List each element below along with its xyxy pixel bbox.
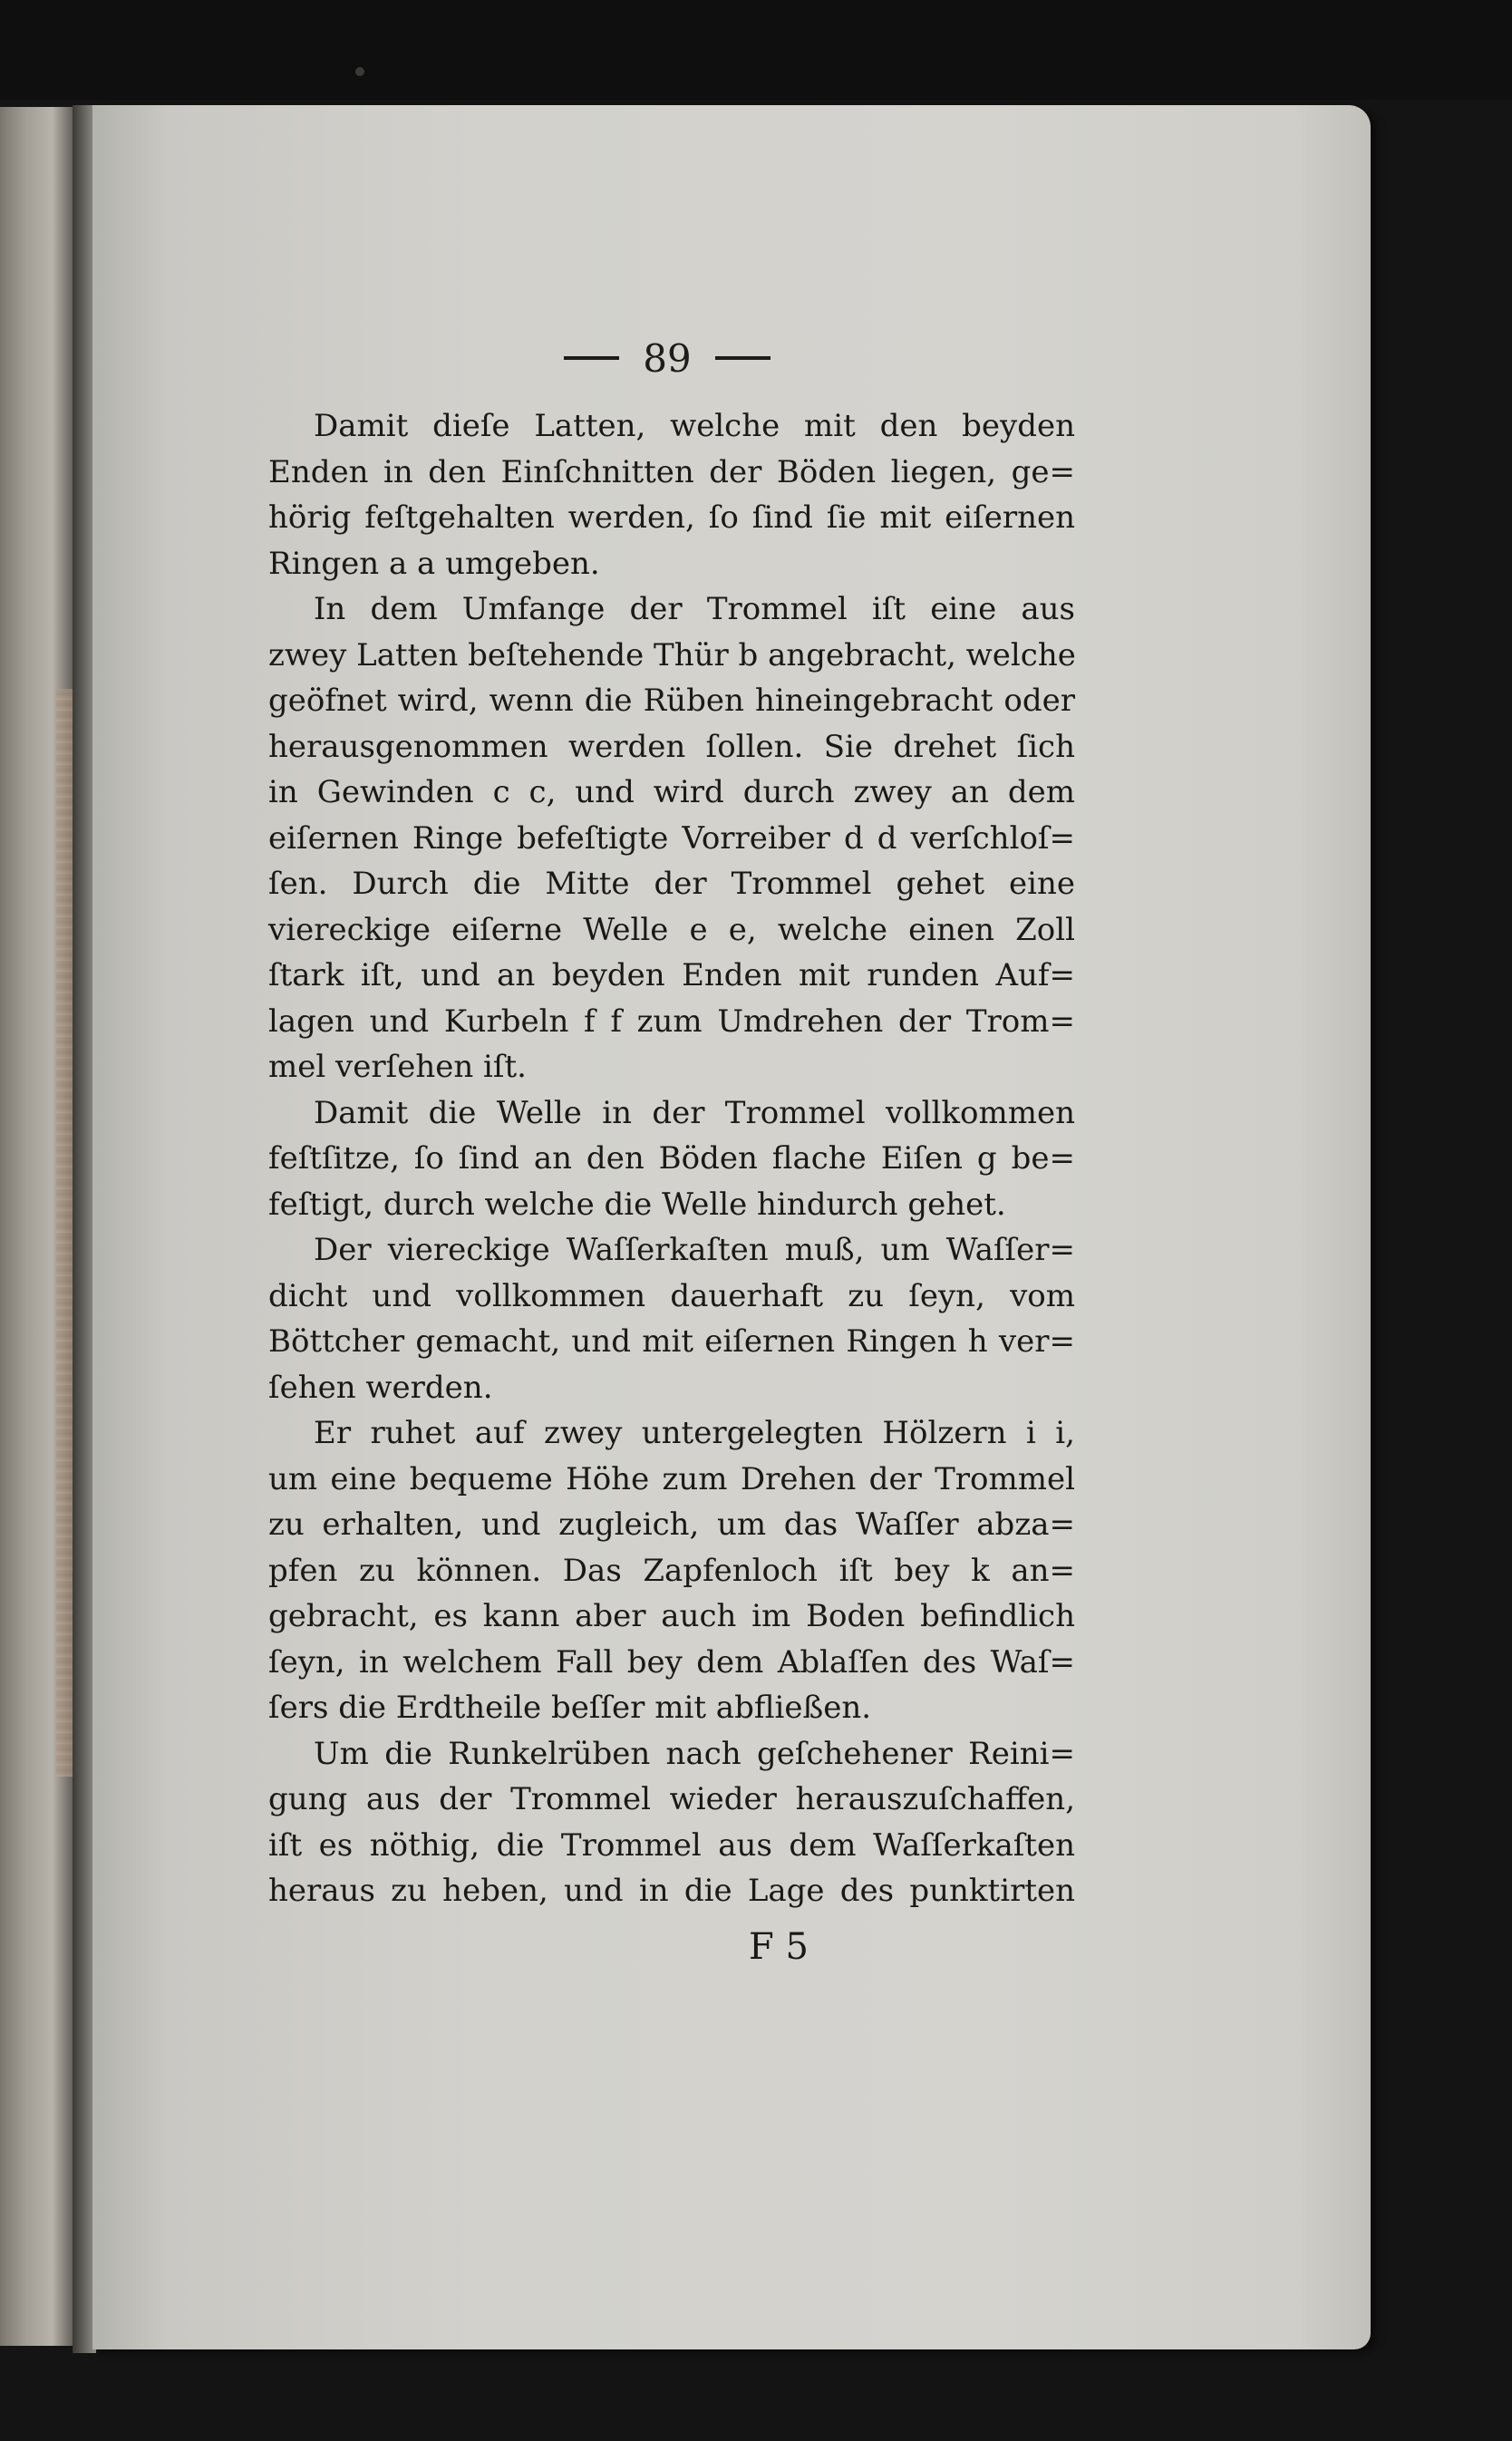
text-line: feſtigt, durch welche die Welle hindurch gehet. (268, 1186, 1006, 1223)
text-line: iſt es nöthig, die Trommel aus dem Waſſerkaſten (268, 1826, 1075, 1864)
text-line: In dem Umfange der Trommel iſt eine aus (314, 591, 1075, 627)
text-line: Damit dieſe Latten, welche mit den beyden (314, 408, 1075, 444)
text-line: Ringen a a umgeben. (268, 545, 600, 582)
text-line: herausgenommen werden ſollen. Sie drehet ſich (268, 728, 1075, 765)
header-dash-right (715, 356, 771, 360)
page-header (540, 326, 794, 390)
text-line: gung aus der Trommel wieder herauszuſchaffen, (268, 1781, 1075, 1817)
text-line: pfen zu können. Das Zapfenloch iſt bey k an= (268, 1552, 1075, 1589)
text-line: zu erhalten, und zugleich, um das Waſſer abza= (268, 1506, 1075, 1543)
text-line: ſehen werden. (268, 1369, 493, 1406)
text-line: zwey Latten beſtehende Thür b angebracht, welche (268, 636, 1076, 673)
text-line: mel verſehen iſt. (268, 1049, 527, 1085)
text-line: ſeyn, in welchem Fall bey dem Ablaſſen des Waſ= (268, 1643, 1075, 1681)
header-dash-left (564, 356, 619, 360)
text-line: lagen und Kurbeln f f zum Umdrehen der Trom= (268, 1003, 1075, 1040)
text-line: hörig feſtgehalten werden, ſo ſind ſie mit eiſernen (268, 499, 1075, 536)
text-line: Damit die Welle in der Trommel vollkommen (314, 1094, 1075, 1131)
text-line: Der viereckige Waſſerkaſten muß, um Waſſer= (314, 1232, 1075, 1268)
text-line: ſtark iſt, und an beyden Enden mit runden Auf= (268, 957, 1075, 993)
body-text (268, 403, 1075, 1914)
text-line: um eine bequeme Höhe zum Drehen der Trommel (268, 1460, 1075, 1497)
text-line: geöfnet wird, wenn die Rüben hineingebracht oder (268, 683, 1075, 719)
text-line: feſtſitze, ſo ſind an den Böden flache Eiſen g be= (268, 1140, 1075, 1177)
text-line: Enden in den Einſchnitten der Böden liegen, ge= (268, 453, 1075, 490)
text-line: in Gewinden c c, und wird durch zwey an dem (268, 774, 1075, 810)
text-line: dicht und vollkommen dauerhaft zu ſeyn, vom (268, 1277, 1075, 1314)
text-line: heraus zu heben, und in die Lage des punktirten (268, 1873, 1075, 1909)
text-line: Er ruhet auf zwey untergelegten Hölzern i i, (314, 1415, 1075, 1451)
text-line: Böttcher gemacht, und mit eiſernen Ringen h ver= (268, 1323, 1075, 1360)
text-line: viereckige eiſerne Welle e e, welche einen Zoll (268, 911, 1075, 948)
background-top (0, 0, 1512, 100)
text-line: eiſernen Ringe befeſtigte Vorreiber d d verſchloſ= (268, 819, 1075, 857)
text-line: ſen. Durch die Mitte der Trommel gehet eine (268, 866, 1075, 902)
text-line: Um die Runkelrüben nach geſchehener Reini= (314, 1735, 1075, 1772)
text-line: ſers die Erdtheile beſſer mit abfließen. (268, 1690, 872, 1726)
page-number: 89 (643, 335, 692, 381)
text-line: gebracht, es kann aber auch im Boden befindlich (268, 1598, 1075, 1634)
dust-speck (355, 67, 364, 76)
printer-signature: F 5 (749, 1926, 809, 1968)
